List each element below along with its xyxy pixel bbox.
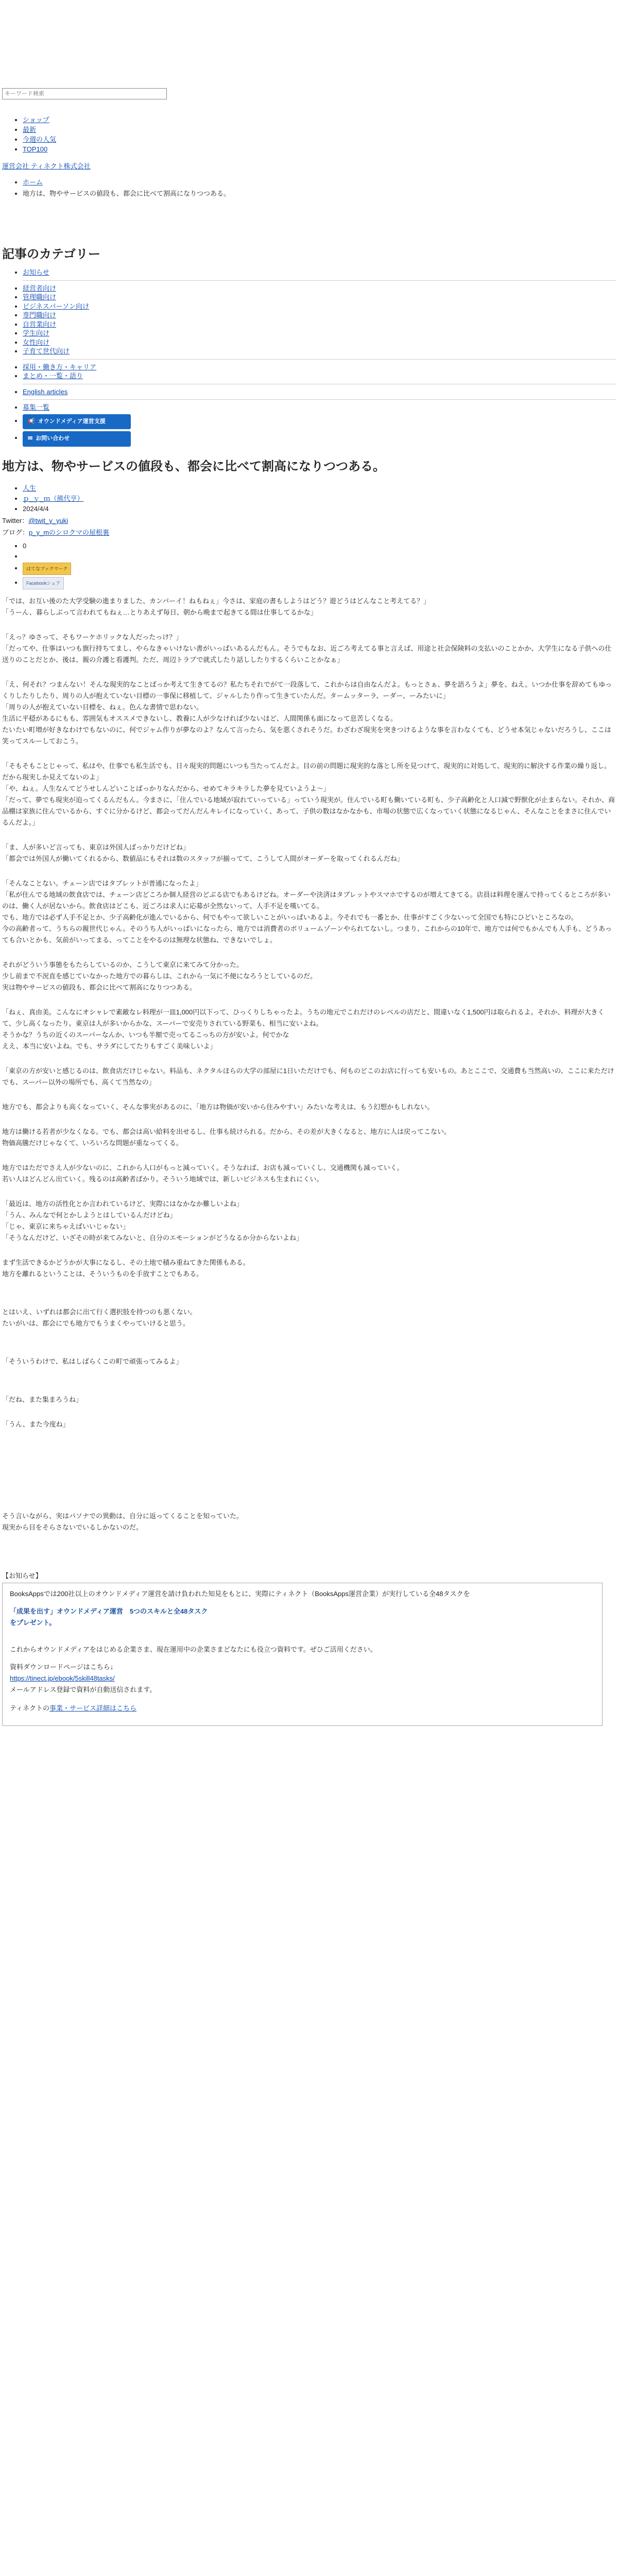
category-item[interactable] — [23, 363, 616, 372]
body-paragraph: 「周りの人が抱えていない目標を、ねぇ。色んな書情で思わない。 — [2, 703, 203, 711]
notice-line4: ティネクトの — [10, 1704, 49, 1713]
body-paragraph: 「うん、みんなで何とかしようとはしているんだけどね」 — [2, 1211, 177, 1219]
top-nav-item[interactable] — [23, 115, 616, 125]
notice-highlight: 「成果を出す」オウンドメディア運営 5つのスキルと全48タスク — [10, 1607, 208, 1616]
twitter-label: Twitter： — [2, 517, 29, 525]
notice-intro: BooksAppsでは200社以上のオウンドメディア運営を請け負われた知見をもとに、実際にティネクト（BooksApps運営企業）が実行している全48タスクを — [10, 1590, 470, 1598]
tag-link[interactable]: 人生 — [23, 484, 37, 493]
body-paragraph: 現実から目をそらさないでいるしかないのだ。 — [2, 1523, 143, 1532]
category-link[interactable]: 学生向け — [23, 329, 50, 337]
body-paragraph: 「ま、人が多いど言っても、東京は外国人ばっかりだけどね」 — [2, 843, 190, 852]
twitter-handle-link[interactable]: @twit_y_yuki — [28, 517, 68, 525]
body-paragraph: 「では、お互い後のた大学受験の進まりました、カンパーイ！ねもねぇ」今さは、家庭の書もしようはどう？遊どうはどんなこと考えてる？」 — [2, 597, 431, 605]
body-paragraph: 「最近は、地方の活性化とか言われているけど、実際にはなかなか難しいよね」 — [2, 1200, 244, 1208]
body-paragraph: 「や、ねぇ。人生なんてどうせしんどいことばっかりなんだから、せめてキラキラした夢を見ていようよ～」 — [2, 785, 330, 793]
category-link[interactable]: お知らせ — [23, 268, 49, 277]
body-spacer — [2, 993, 616, 1007]
blog-line — [2, 528, 616, 538]
body-paragraph: 「東京の方が安いと感じるのは、飲食店だけじゃない。料品も、ネクタルほらの大学の部屋に1日いただけでも、何ものどこのお店に行っても安いもの。あとここで、交通費も当然高いの、ここに来ただけでも、スーパー以外の場所でも、高くて当然なの」 — [2, 1067, 614, 1087]
breadcrumb-home-link[interactable]: ホーム — [23, 178, 43, 187]
category-item[interactable] — [23, 311, 616, 320]
blog-link[interactable]: p_y_mのシロクマの屋根裏 — [29, 529, 110, 537]
twitter-line — [2, 516, 616, 526]
author-link[interactable]: ｐ_ｙ_ｍ（熊代亨） — [23, 495, 84, 503]
company-link[interactable]: 運営会社 ティネクト株式会社 — [2, 162, 91, 170]
body-spacer — [2, 666, 616, 679]
category-item[interactable] — [23, 293, 616, 302]
notice-line3: メールアドレス登録で資料が自動送信されます。 — [10, 1686, 157, 1694]
article-body — [2, 596, 616, 1533]
body-paragraph: 「えっ？ゆさって、そもワーケホリックな人だったっけ？」 — [2, 633, 183, 641]
category-link[interactable]: まとめ・一覧・語り — [23, 372, 83, 380]
category-link[interactable]: 自営業向け — [23, 320, 57, 328]
notice-line2: 資料ダウンロードページはこちら↓ — [10, 1663, 114, 1671]
breadcrumb — [2, 177, 616, 199]
category-item[interactable] — [23, 387, 616, 397]
body-paragraph: ええ、本当に安いよね。でも、サラダにしてたりもすごく美味しいよ」 — [2, 1042, 217, 1050]
divider — [23, 280, 616, 281]
body-paragraph: とはいえ、いずれは都会に出て行く選択肢を持つのも悪くない。 — [2, 1308, 197, 1316]
category-link[interactable]: 女性向け — [23, 338, 50, 346]
body-paragraph: 「だね、また集まろうね」 — [2, 1396, 83, 1404]
body-paragraph: 少し前まで不況直を感じていなかった地方での暮らしは、これから一気に不便になろうとしているのだ。 — [2, 972, 317, 980]
category-item[interactable] — [23, 371, 616, 381]
body-paragraph: 「そうなんだけど、いざその時が来てみないと、自分のエモーションがどうなるか分からないよね」 — [2, 1234, 303, 1242]
article-meta — [2, 483, 616, 514]
top-nav-link-popular[interactable]: 今週の人気 — [23, 135, 57, 143]
category-item[interactable] — [23, 284, 616, 293]
notice-download — [10, 1662, 595, 1696]
category-link[interactable]: 管理職向け — [23, 293, 57, 301]
top-nav — [2, 115, 616, 154]
breadcrumb-item: • 地方は、物やサービスの値段も、都会に比べて割高になりつつある。 — [23, 188, 616, 199]
blog-label: ブログ： — [2, 529, 29, 537]
body-paragraph: 「え、何それ？つまんない！そんな現実的なことばっか考えて生きてるの？私たちそれでがて一段落して、これからは自由なんだよ。もっとさぁ、夢を語ろうよ」夢を、ねえ。いつか仕事を辞めてもゆっくりしたりしたり、周りの人が抱えていない目標の一事保に移植して、ジャルしたり作って生きていたんだ。タームッターラ、ーダー、ーみたいに」 — [2, 681, 612, 700]
body-spacer — [2, 1329, 616, 1343]
body-spacer — [2, 1113, 616, 1126]
body-spacer — [2, 1497, 616, 1511]
top-nav-item[interactable] — [23, 134, 616, 144]
body-paragraph: でも、地方では必ず人手不足とか、少子高齢化が進んでいるから、何でもやって欲しいことがいっぱいあるよ。今それでも一番とか、仕事がすごく少ないって全国でも特にひどいところなの。 — [2, 913, 578, 922]
categories-heading: 記事のカテゴリー — [2, 247, 101, 262]
body-spacer — [2, 1457, 616, 1470]
search-bar — [2, 88, 616, 99]
cta-item — [23, 431, 616, 447]
body-spacer — [2, 1430, 616, 1444]
cta-label: お問い合わせ — [36, 435, 70, 442]
notice-highlight-line — [10, 1606, 595, 1629]
article-tag[interactable] — [23, 483, 616, 494]
body-spacer — [2, 1185, 616, 1198]
body-paragraph: 「そもそもことじゃって、私はや、仕事でも私生活でも、日々現実的問題にいつも当たってんだよ。目の前の問題に現実的な落とし所を見つけて、現実的に対処して、現実的に解決する作業の繰り返し。だから現実しか見えてないのよ」 — [2, 762, 611, 782]
cta-label: オウンドメディア運営支援 — [38, 418, 106, 425]
body-paragraph: 「そんなことない。チェーン店ではタブレットが普通になったよ」 — [2, 879, 202, 888]
top-nav-link-latest[interactable]: 最新 — [23, 126, 37, 133]
article-date: • 2024/4/4 — [23, 504, 616, 514]
body-paragraph: たいがいは、都会にでも地方でもうまくやっていけると思う。 — [2, 1319, 190, 1328]
category-link[interactable]: 採用・働き方・キャリア — [23, 363, 97, 371]
cta-item — [23, 414, 616, 430]
body-spacer — [2, 1293, 616, 1307]
body-paragraph: 地方ではただでさえ人が少ないのに、これから人口がもっと減っていく。そうなれば、お店も減っていくし、交通機関も減っていく。 — [2, 1164, 404, 1172]
divider — [23, 359, 616, 360]
body-paragraph: 「ねぇ、真由美。こんなにオシャレで素敵なレ料理が一皿1,000円以下って、ひっくりしちゃったよ。うちの地元でこれだけのレベルの店だと、間違いなく1,500円は取られるよ。それか、料理が大きくて、少し高くなったり。東京は人が多いからかな、スーパーで安売りされている野菜も、相当に安いよね。 — [2, 1008, 605, 1028]
mail-icon: • ✉ — [28, 435, 33, 442]
top-nav-item[interactable] — [23, 125, 616, 134]
body-paragraph: そう言いながら、実はパソナでの異動は、自分に返ってくることを知っていた。 — [2, 1512, 244, 1520]
body-spacer — [2, 1149, 616, 1162]
notice-label: 【お知らせ】 — [2, 1572, 42, 1580]
category-link[interactable]: English articles — [23, 387, 68, 396]
body-paragraph: 物価高騰だけじゃなくて、いろいろな問題が重なってくる。 — [2, 1139, 183, 1147]
notice-service — [10, 1703, 595, 1714]
category-item[interactable] — [23, 403, 616, 412]
body-paragraph: たいたい町増が好きなわけでもないのに、何でジャム作りが夢なのよ？なんて言ったら、気を悪くされそうだ。わざわざ現実を突きつけるような事を言わなくても、どうせ本気じゃないだろうし、ここは笑ってスルーしておこう。 — [2, 726, 611, 745]
body-paragraph: 「私が住んでる地域の飲食店では、チェーン店どころか個人経営のどぶる店でもあるけどね。オーダーや決済はタブレットやスマホでするのが増えてきてる。店員は料理を運んで持ってくるところが多いのは、働く人が居ないから。飲食店はどこも、近ごろは求人に応募が全然ないって、人手不足を嘆いてる。 — [2, 891, 611, 910]
service-detail-link[interactable]: 事業・サービス詳細はこちら — [49, 1704, 136, 1713]
body-spacer — [2, 747, 616, 760]
megaphone-icon: • 📢 — [28, 418, 35, 425]
body-paragraph: 「都会では外国人が働いてくれるから、数値品にもそれは数のスタッフが揃ってて、こうして人間がオーダーを取ってくれるんだね」 — [2, 855, 404, 863]
share-count: • 0 — [23, 541, 616, 551]
notice-box — [2, 1583, 603, 1726]
body-spacer — [2, 1470, 616, 1484]
body-spacer — [2, 1444, 616, 1457]
body-spacer — [2, 946, 616, 959]
category-item[interactable] — [23, 347, 616, 356]
body-spacer — [2, 1280, 616, 1293]
share-list — [2, 541, 616, 590]
body-paragraph: 地方を離れるということは、そういうものを手放すことでもある。 — [2, 1270, 203, 1278]
category-link[interactable]: 専門職向け — [23, 311, 57, 319]
hatena-bookmark-button[interactable]: はてなブックマーク — [23, 563, 71, 575]
share-item — [23, 562, 616, 576]
top-nav-link-shop[interactable]: ショップ — [23, 116, 49, 124]
body-paragraph: 「うん、また今度ね」 — [2, 1420, 70, 1429]
top-nav-item[interactable] — [23, 144, 616, 154]
top-nav-link-top100[interactable]: TOP100 — [23, 145, 48, 153]
body-spacer — [2, 1381, 616, 1394]
category-link[interactable]: ビジネスパーソン向け — [23, 302, 90, 310]
category-item[interactable] — [23, 329, 616, 338]
body-paragraph: 「そういうわけで、私はしばらくこの町で頑張ってみるよ」 — [2, 1358, 183, 1366]
body-paragraph: 実は物やサービスの値段も、都会に比べて割高になりつつある。 — [2, 984, 197, 992]
body-paragraph: 若い人はどんどん出ていく。残るのは高齢者ばかり。そういう地域では、新しいビジネスも生まれにくい。 — [2, 1175, 323, 1183]
facebook-share-button[interactable]: Facebookシェア — [23, 577, 64, 589]
share-item — [23, 576, 616, 590]
body-paragraph: 今の高齢者って、うちらの親世代じゃん。そのうち人がいっぱいになったら、地方では消費者のボリュームゾーンやられてないし。つまり、これからの10年で、地方では何でもかんでも人手も、どうあっても合いとかも、気前がいってまる、ってことをやるのは無理な状態ね、できないでしょ。 — [2, 925, 612, 944]
body-spacer — [2, 1244, 616, 1257]
search-input[interactable] — [2, 88, 167, 99]
body-spacer — [2, 828, 616, 842]
category-item[interactable] — [23, 320, 616, 329]
body-paragraph: 「うーん、暮らしぶって言われてもねぇ…とりあえず毎日、朝から晩まで起きてる間は仕事してるかな」 — [2, 608, 317, 617]
body-paragraph: 「だって、夢でも現実が迫ってくるんだもん。今まさに、「住んでいる地域が寂れていっている」っていう現実が。住んでいる町も働いている町も、少子高齢化と人口減で野獣化が止まらない。それか、商品棚は家族に住んでいるから、すぐに分かるけど、都会ってだんだんキレイになっていく、あって、子供の数はなかなかも、市場の状態で広くなっていく状態になるじゃん、そんなことをまさに住んでいるんだよ。」 — [2, 796, 615, 827]
body-spacer — [2, 1052, 616, 1065]
body-paragraph: 「じゃ、東京に来ちゃえばいいじゃない」 — [2, 1223, 130, 1231]
category-link[interactable]: 募集一覧 — [23, 403, 50, 412]
contact-button[interactable] — [23, 431, 131, 447]
divider — [23, 399, 616, 400]
body-paragraph: そうかな？うちの近くのスーパーなんか、いつも半額で売ってるこっちの方が安いよ。何でかな — [2, 1031, 289, 1039]
body-spacer — [2, 1088, 616, 1101]
notice-highlight-suffix: をプレゼント。 — [10, 1619, 56, 1627]
body-spacer — [2, 1405, 616, 1419]
body-paragraph: 地方でも、都会よりも高くなっていく、そんな事実があるのに、「地方は物価が安いから住みやすい」みたいな考えは、もう幻想かもしれない。 — [2, 1103, 434, 1111]
notice-line1: これからオウンドメディアをはじめる企業さま、現在運用中の企業さまどなたにも役立つ資料です。ぜひご活用ください。 — [10, 1646, 377, 1654]
ebook-link[interactable]: https://tinect.jp/ebook/5skill48tasks/ — [10, 1674, 115, 1683]
category-item[interactable] — [23, 302, 616, 311]
share-spacer — [23, 551, 616, 562]
article-title: 地方は、物やサービスの値段も、都会に比べて割高になりつつある。 — [2, 459, 385, 473]
body-spacer — [2, 618, 616, 632]
body-spacer — [2, 1484, 616, 1497]
body-paragraph: 生活に平穏があるにもも、雰囲気もオススメできないし、教養に人が少なければ少ないほど、人間関係も面になって息苦しくなる。 — [2, 715, 397, 723]
owned-media-support-button[interactable] — [23, 414, 131, 430]
category-item[interactable] — [23, 338, 616, 347]
body-paragraph: まず生活できるかどうかが大事になるし、その土地で積み重ねてきた関係もある。 — [2, 1259, 250, 1267]
article-author[interactable] — [23, 494, 616, 504]
category-link[interactable]: 子育て世代向け — [23, 347, 70, 355]
body-spacer — [2, 1367, 616, 1381]
category-link[interactable]: 経営者向け — [23, 284, 57, 292]
body-paragraph: 地方は働ける若者が少なくなる。でも、都会は高い給料を出せるし、仕事も続けられる。だから、その差が大きくなると、地方に人は戻ってこない。 — [2, 1128, 451, 1136]
body-paragraph: それがどういう事態をもたらしているのか、こうして東京に来てみて分かった。 — [2, 961, 244, 969]
body-spacer — [2, 865, 616, 878]
category-item[interactable] — [23, 268, 616, 277]
breadcrumb-item[interactable] — [23, 177, 616, 188]
body-paragraph: 「だってや、仕事はいつも旗行持ちてまし、やらなきゃいけない書がいっぱいあるんだもん。そうでもなお、近ごろ考えてる事と言えば、用途と社会保険料の支払いのことかか、大学生になる子供への仕送りのことだとか、後は、親の介護と看護判。ただ、周辺トラブで就式したり話ししたりするくらいことかなぁ」 — [2, 645, 612, 664]
body-spacer — [2, 1343, 616, 1356]
category-list — [2, 268, 616, 447]
